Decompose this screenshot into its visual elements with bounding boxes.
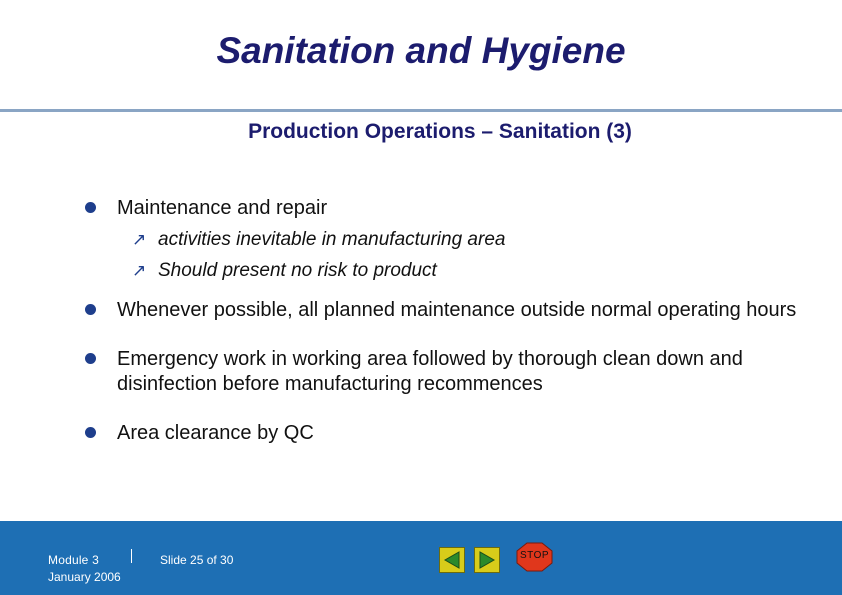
sub-bullet-text: Should present no risk to product	[158, 260, 437, 281]
bullet-dot-icon	[85, 353, 96, 364]
bullet-item	[82, 196, 802, 286]
bullet-dot-icon	[85, 304, 96, 315]
slide-title: Sanitation and Hygiene	[216, 30, 626, 71]
sub-bullet-item	[117, 224, 802, 255]
bullet-text: Emergency work in working area followed by thorough clean down and disinfection before manufacturing recommences	[117, 348, 743, 395]
slide-subtitle: Production Operations – Sanitation (3)	[248, 120, 632, 143]
title-underline	[0, 109, 842, 112]
left-triangle-icon	[440, 548, 464, 572]
northeast-arrow-icon: ↗	[132, 261, 147, 280]
slide-counter: Slide 25 of 30	[160, 553, 234, 567]
bullet-item	[82, 421, 802, 446]
bullet-dot-icon	[85, 202, 96, 213]
next-slide-button[interactable]	[474, 547, 500, 573]
bullet-list	[82, 196, 802, 446]
bullet-text: Whenever possible, all planned maintenance outside normal operating hours	[117, 299, 797, 321]
right-triangle-icon	[475, 548, 499, 572]
previous-slide-button[interactable]	[439, 547, 465, 573]
bullet-text: Area clearance by QC	[117, 422, 314, 444]
footer-separator	[131, 549, 132, 563]
footer-date: January 2006	[48, 570, 121, 584]
slide-footer	[0, 521, 842, 595]
bullet-item	[82, 298, 802, 323]
sub-bullet-item	[117, 255, 802, 286]
bullet-item	[82, 347, 802, 397]
stop-button[interactable]	[516, 542, 553, 572]
bullet-dot-icon	[85, 427, 96, 438]
sub-bullet-text: activities inevitable in manufacturing area	[158, 229, 506, 250]
stop-label: STOP	[519, 550, 550, 561]
footer-module: Module 3	[48, 553, 99, 567]
bullet-text: Maintenance and repair	[117, 197, 328, 219]
northeast-arrow-icon: ↗	[132, 230, 147, 249]
